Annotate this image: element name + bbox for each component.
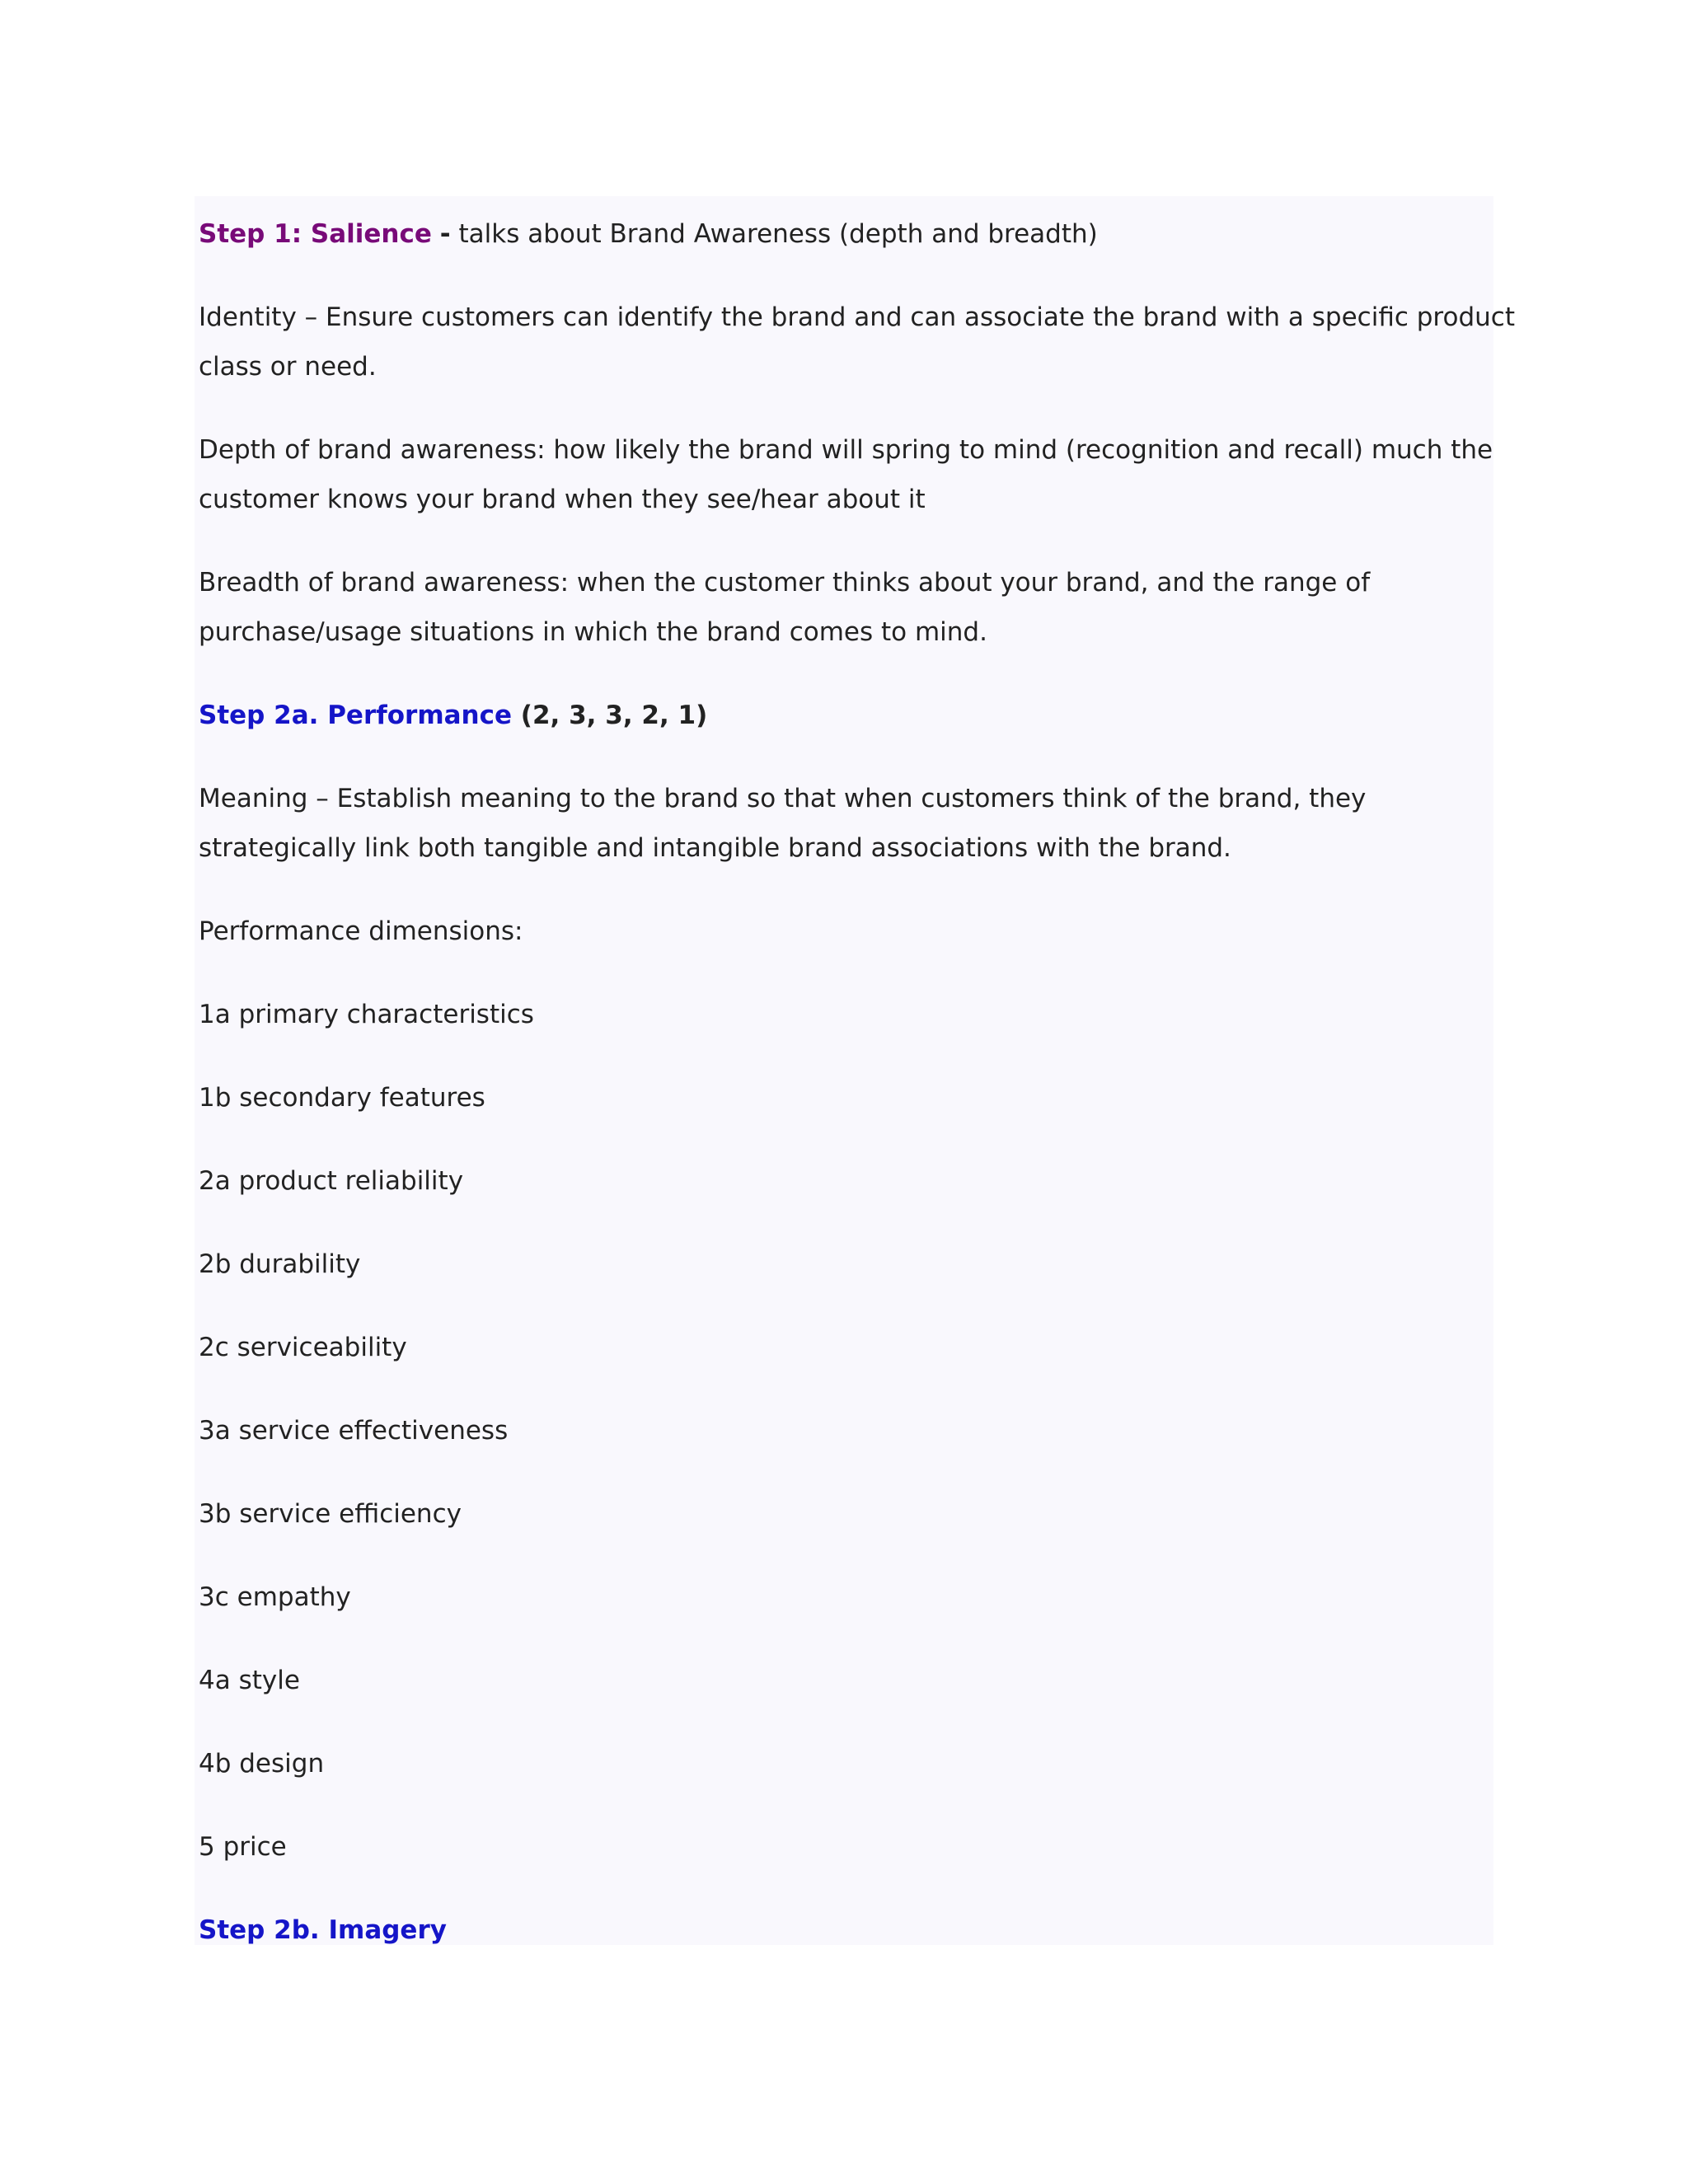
dimension-item: 2a product reliability — [199, 1166, 464, 1196]
breadth-line-2: purchase/usage situations in which the brand comes to mind. — [199, 617, 987, 647]
dimension-item: 3b service efficiency — [199, 1499, 462, 1529]
dimension-item: 4b design — [199, 1749, 325, 1779]
dimension-item: 5 price — [199, 1832, 287, 1862]
step2a-heading: Step 2a. Performance — [199, 701, 513, 730]
dimension-item: 1b secondary features — [199, 1083, 485, 1113]
breadth-line-1: Breadth of brand awareness: when the customer thinks about your brand, and the range of — [199, 568, 1371, 598]
dimension-item: 2c serviceability — [199, 1333, 407, 1362]
step2b-paragraph — [199, 1905, 1493, 1955]
step1-paragraph — [199, 209, 1493, 259]
step1-heading: Step 1: Salience — [199, 219, 432, 249]
dimension-item: 2b durability — [199, 1249, 361, 1279]
dimension-item: 1a primary characteristics — [199, 1000, 534, 1029]
step2b-heading: Step 2b. Imagery — [199, 1915, 447, 1945]
step2a-scores: (2, 3, 3, 2, 1) — [512, 701, 708, 730]
step1-text: talks about Brand Awareness (depth and breadth) — [450, 219, 1098, 249]
dimension-item: 3c empathy — [199, 1582, 351, 1612]
depth-line-2: customer knows your brand when they see/hear about it — [199, 485, 926, 514]
performance-dimensions-label: Performance dimensions: — [199, 916, 523, 946]
depth-line-1: Depth of brand awareness: how likely the brand will spring to mind (recognition and recall) much the — [199, 435, 1493, 465]
identity-line-1: Identity – Ensure customers can identify the brand and can associate the brand with a specific product — [199, 302, 1515, 332]
identity-line-2: class or need. — [199, 352, 377, 382]
dimension-item: 4a style — [199, 1666, 300, 1695]
step2a-paragraph — [199, 691, 1493, 740]
meaning-line-2: strategically link both tangible and intangible brand associations with the brand. — [199, 833, 1231, 863]
meaning-line-1: Meaning – Establish meaning to the brand so that when customers think of the brand, they — [199, 784, 1367, 813]
step1-separator: - — [439, 219, 451, 249]
dimension-item: 3a service effectiveness — [199, 1416, 509, 1446]
